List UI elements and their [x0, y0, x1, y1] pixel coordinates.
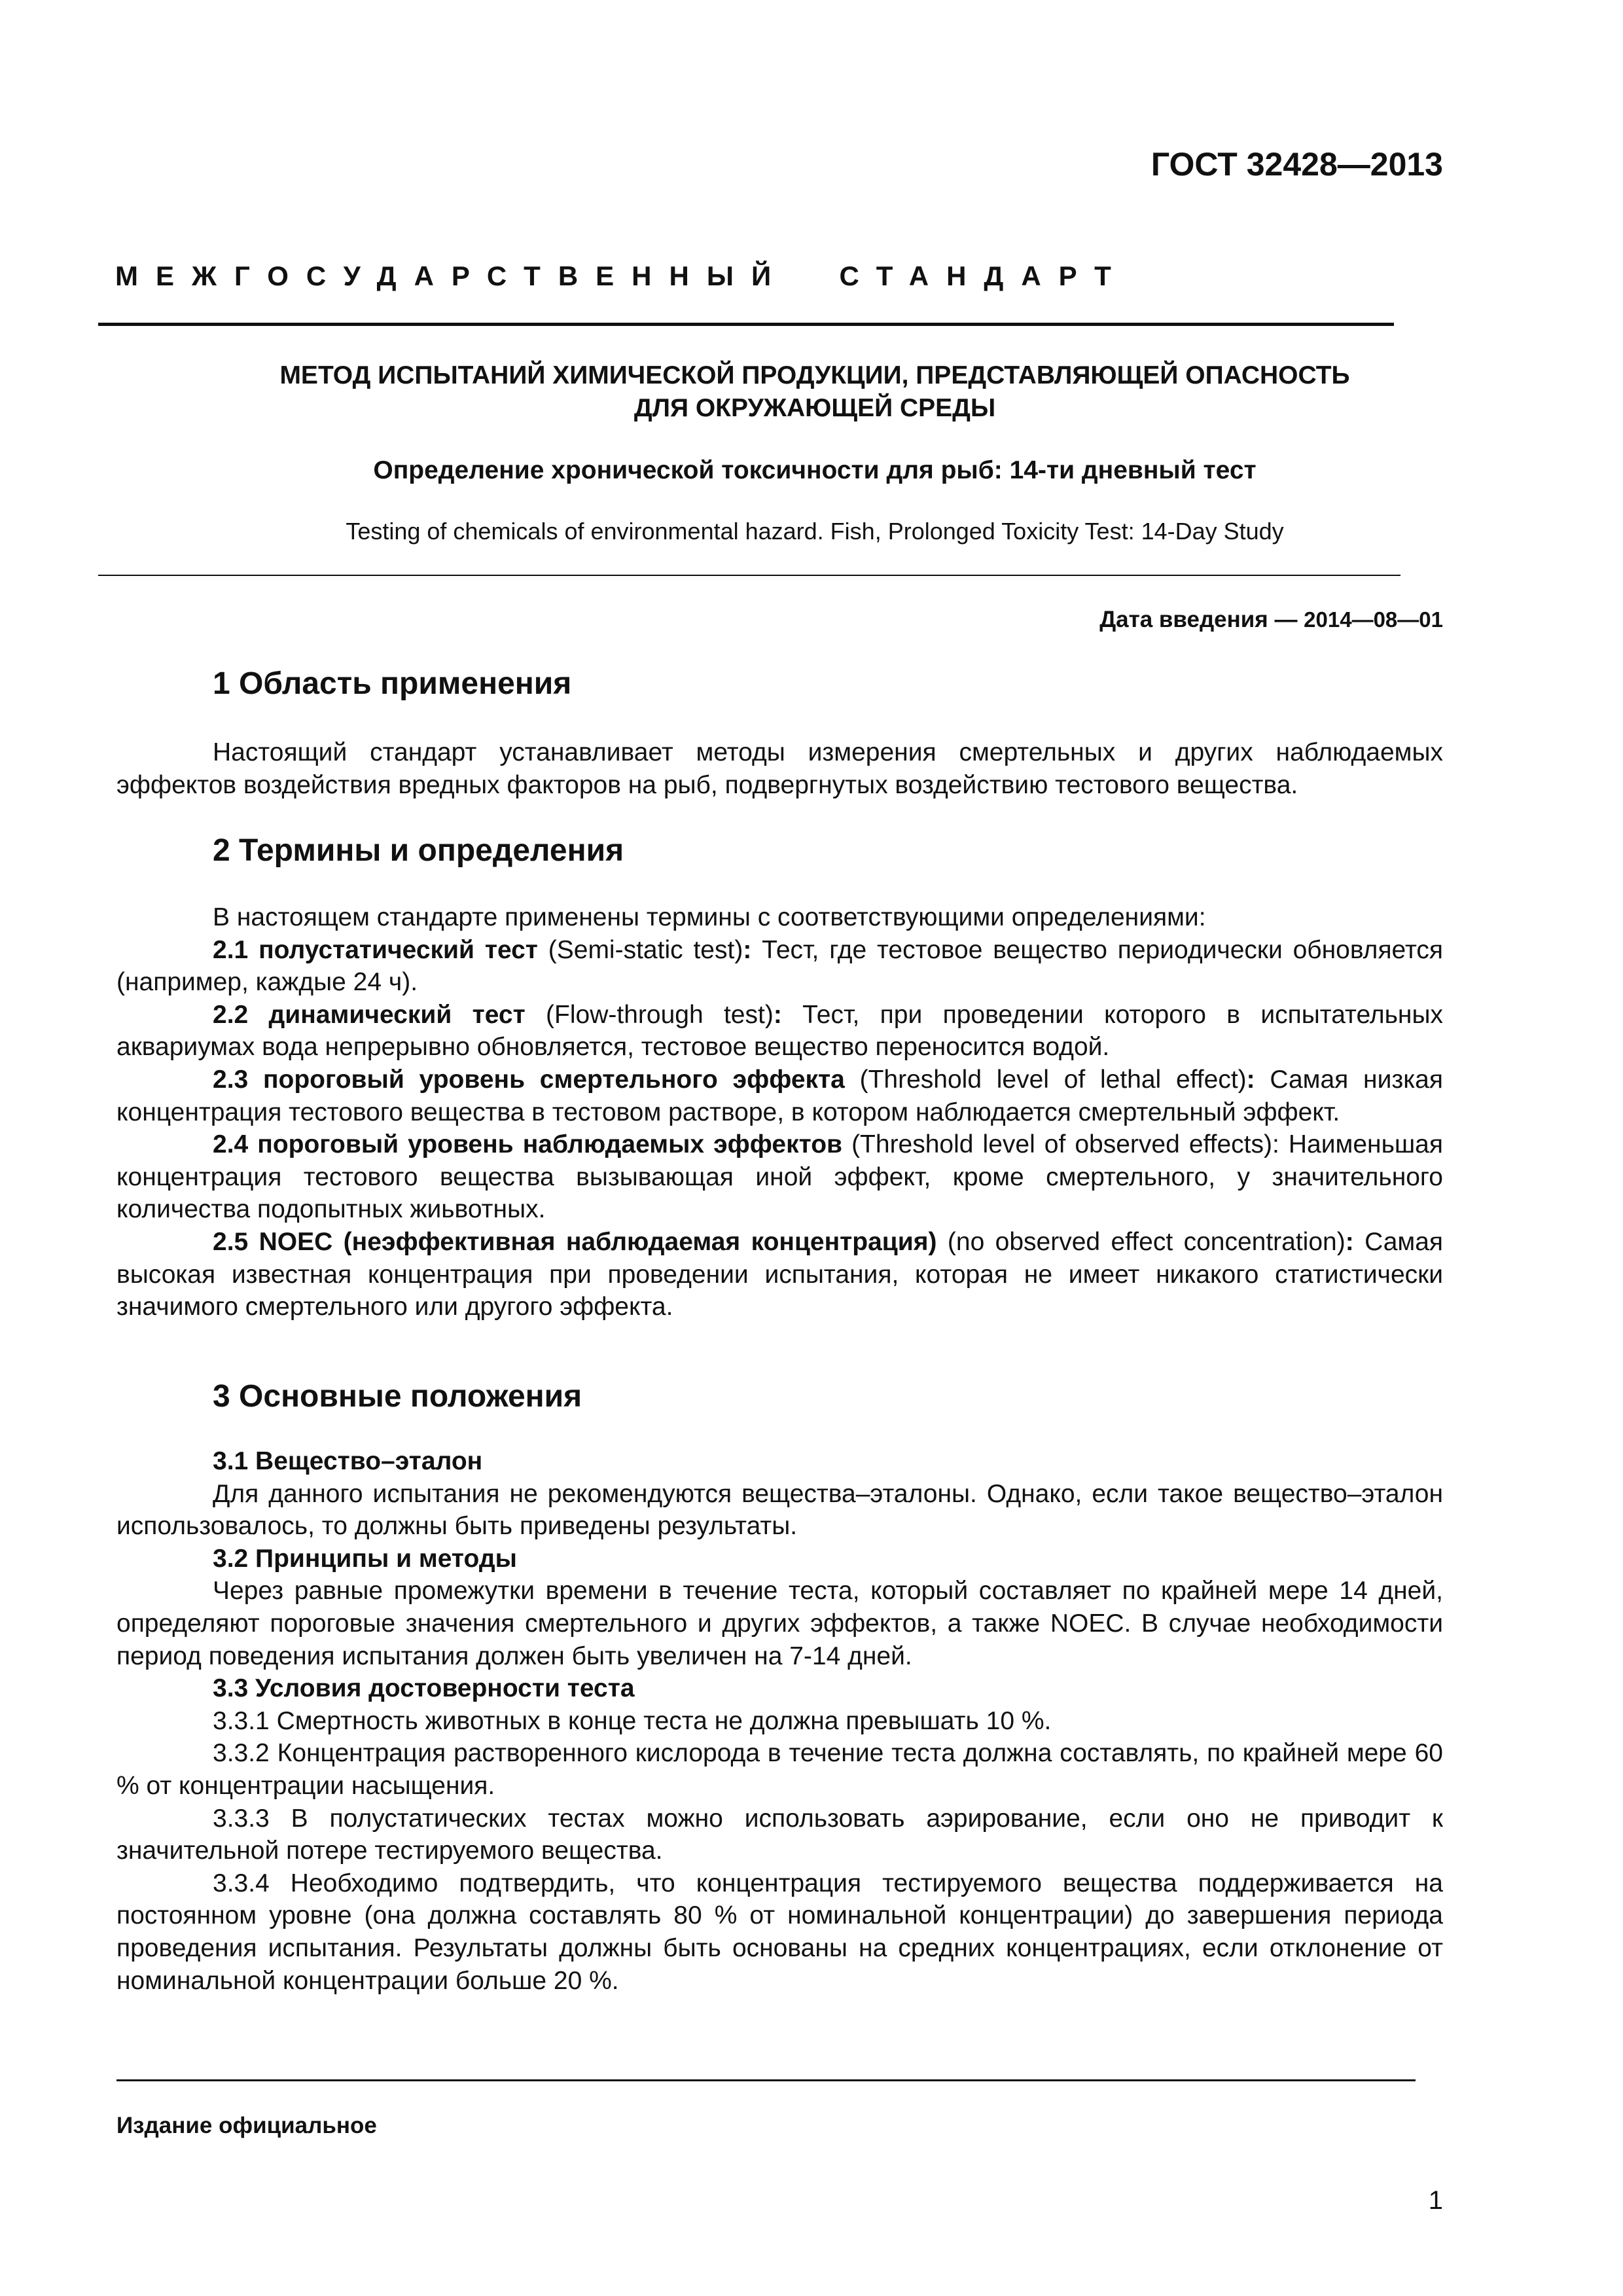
- header-divider-thin: [98, 575, 1400, 576]
- title-line-1: МЕТОД ИСПЫТАНИЙ ХИМИЧЕСКОЙ ПРОДУКЦИИ, ПРЕДСТАВЛЯЮЩЕЙ ОПАСНОСТЬ: [279, 361, 1350, 389]
- intro-date-value: 2014—08—01: [1304, 607, 1443, 632]
- standard-type: МЕЖГОСУДАРСТВЕННЫЙ СТАНДАРТ: [115, 260, 1129, 291]
- section-2-body: [116, 901, 1443, 1323]
- clause-3-3-1: 3.3.1 Смертность животных в конце теста не должна превышать 10 %.: [213, 1706, 1052, 1735]
- section-2-heading: 2 Термины и определения: [213, 833, 624, 868]
- subsection-3-1-heading: 3.1 Вещество–эталон: [213, 1447, 483, 1475]
- clause-3-3-2: 3.3.2 Концентрация растворенного кислорода в течение теста должна составлять, по крайней мере 60 % от концентрации насыщения.: [116, 1739, 1443, 1800]
- section-1-heading: 1 Область применения: [213, 666, 572, 701]
- intro-date-label: Дата введения —: [1099, 607, 1304, 632]
- term-2-5: 2.5 NOEC (неэффективная наблюдаемая концентрация) (no observed effect concentration): Самая высокая известная концентрация при проведении испытания, которая не имеет никакого статистически значимого смертельного или другого эффекта.: [116, 1227, 1444, 1321]
- section-3-body: [116, 1445, 1443, 1997]
- page-number: 1: [1428, 2186, 1443, 2215]
- title-line-2: ДЛЯ ОКРУЖАЮЩЕЙ СРЕДЫ: [633, 394, 996, 422]
- gost-number: ГОСТ 32428—2013: [1150, 146, 1443, 183]
- subsection-3-3-heading: 3.3 Условия достоверности теста: [213, 1674, 635, 1703]
- footer-divider: [116, 2079, 1416, 2081]
- edition-note: Издание официальное: [116, 2113, 377, 2138]
- term-2-2: 2.2 динамический тест (Flow-through test): Тест, при проведении которого в испытательных аквариумах вода непрерывно обновляется, тестовое вещество переносится водой.: [116, 1000, 1443, 1062]
- introduction-date: [851, 607, 1443, 633]
- term-2-4: 2.4 пороговый уровень наблюдаемых эффектов (Threshold level of observed effects): Наименьшая концентрация тестового вещества вызывающая иной эффект, кроме смертельного, у значительного количества подопытных жиьвотных.: [116, 1130, 1443, 1224]
- term-2-1: 2.1 полустатический тест (Semi-static test): Тест, где тестовое вещество периодически обновляется (например, каждые 24 ч).: [116, 935, 1443, 997]
- term-2-3: 2.3 пороговый уровень смертельного эффекта (Threshold level of lethal effect): Самая низкая концентрация тестового вещества в тестовом растворе, в котором наблюдается смертельный эффект.: [116, 1065, 1443, 1126]
- document-subtitle: Определение хронической токсичности для рыб: 14-ти дневный тест: [373, 456, 1257, 484]
- section-1-paragraph: Настоящий стандарт устанавливает методы измерения смертельных и других наблюдаемых эффектов воздействия вредных факторов на рыб, подвергнутых воздействию тестового вещества.: [116, 738, 1443, 799]
- clause-3-3-4: 3.3.4 Необходимо подтвердить, что концентрация тестируемого вещества поддерживается на постоянном уровне (она должна составлять 80 % от номинальной концентрации) до завершения периода проведения испытания. Результаты должны быть основаны на средних концентрациях, если отклонение от номинальной концентрации больше 20 %.: [116, 1869, 1443, 1995]
- english-title: Testing of chemicals of environmental hazard. Fish, Prolonged Toxicity Test: 14-Day Study: [346, 518, 1284, 545]
- section-1-body: [116, 736, 1443, 801]
- clause-3-3-3: 3.3.3 В полустатических тестах можно использовать аэрирование, если оно не приводит к значительной потере тестируемого вещества.: [116, 1804, 1443, 1865]
- document-title: [98, 359, 1531, 425]
- subsection-3-2-text: Через равные промежутки времени в течение теста, который составляет по крайней мере 14 дней, определяют пороговые значения смертельного и других эффектов, а также NOEC. В случае необходимости период поведения испытания должен быть увеличен на 7-14 дней.: [116, 1577, 1443, 1670]
- section-2-intro: В настоящем стандарте применены термины с соответствующими определениями:: [213, 903, 1206, 931]
- subsection-3-1-text: Для данного испытания не рекомендуются вещества–эталоны. Однако, если такое вещество–эталон использовалось, то должны быть приведены результаты.: [116, 1479, 1443, 1541]
- section-3-heading: 3 Основные положения: [213, 1379, 582, 1414]
- header-divider-thick: [98, 323, 1394, 326]
- subsection-3-2-heading: 3.2 Принципы и методы: [213, 1544, 517, 1573]
